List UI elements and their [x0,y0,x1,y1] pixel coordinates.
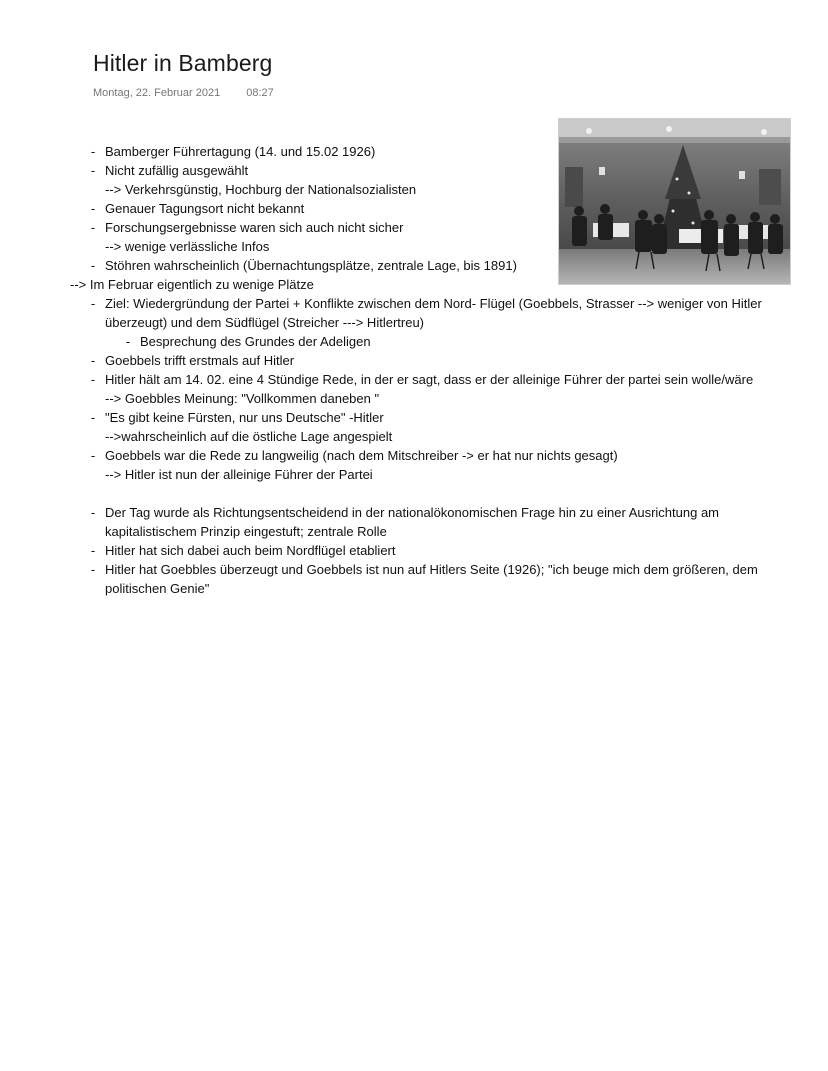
list-item-text: Goebbels trifft erstmals auf Hitler [105,353,295,368]
list-item-text: politischen Genie" [105,581,210,596]
list-item-text: Nicht zufällig ausgewählt [105,163,249,178]
list-item-text: Goebbels war die Rede zu langweilig (nach dem Mitschreiber -> er hat nur nichts gesagt) [105,448,618,463]
list-item-text: --> Goebbles Meinung: "Vollkommen daneben " [105,391,380,406]
list-item-text: Der Tag wurde als Richtungsentscheidend in der nationalökonomischen Frage hin zu einer Ausrichtung am [105,505,720,520]
list-item-text: Besprechung des Grundes der Adeligen [140,334,371,349]
page-time: 08:27 [246,87,274,99]
list-item-text: --> Im Februar eigentlich zu wenige Plätze [70,277,314,292]
list-item-text: "Es gibt keine Fürsten, nur uns Deutsche" -Hitler [105,410,384,425]
list-item-text: Hitler hält am 14. 02. eine 4 Stündige Rede, in der er sagt, dass er der alleinige Führer der partei sein wolle/wäre [105,372,754,387]
list-item-text: --> Hitler ist nun der alleinige Führer der Partei [105,467,373,482]
list-item-text: überzeugt) und dem Südflügel (Streicher ---> Hitlertreu) [105,315,425,330]
list-item-text: --> wenige verlässliche Infos [105,239,270,254]
page-date: Montag, 22. Februar 2021 [93,87,221,99]
historical-photo[interactable] [558,118,791,285]
list-item-text: --> Verkehrsgünstig, Hochburg der Nationalsozialisten [105,182,417,197]
list-item-text: Forschungsergebnisse waren sich auch nicht sicher [105,220,404,235]
list-item-text: Bamberger Führertagung (14. und 15.02 1926) [105,144,376,159]
photo-icon [559,119,790,284]
list-item-text: -->wahrscheinlich auf die östliche Lage angespielt [105,429,393,444]
page-title[interactable]: Hitler in Bamberg [93,50,273,76]
list-item-text: kapitalistischem Prinzip eingestuft; zentrale Rolle [105,524,387,539]
onenote-page: Hitler in Bamberg Montag, 22. Februar 2021 08:27 - Bamberger Führertagung (14. und 15.02 1926) - Nicht zufällig ausgewählt --> Verkehrsgünstig, Hochburg der Nationalsozialisten - Genauer Tagungsort nicht bekannt - Forschungsergebnisse waren sich auch nicht sicher --> wenige verlässliche Infos - Stöhren wahrscheinlich (Übernachtungsplätze, zentrale Lage, bis 1891) --> Im Februar eigentlich zu wenige Plätze - Ziel: Wiedergründung der Partei + Konflikte zwischen dem Nord- Flügel (Goebbels, Strasser --> weniger von Hitler überzeugt) und dem Südflügel (Streicher ---> Hitlertreu) - Besprechung des Grundes der Adeligen - Goebbels trifft erstmals auf Hitler - Hitler hält am 14. 02. eine 4 Stündige Rede, in der er sagt, dass er der alleinige Führer der partei sein wolle/wäre --> Goebbles Meinung: "Vollkommen daneben " - "Es gibt keine Fürsten, nur uns Deutsche" -Hitler -->wahrscheinlich auf die östliche Lage angespielt - Goebbels war die Rede zu langweilig (nach dem Mitschreiber -> er hat nur nichts gesagt) --> Hitler ist nun der alleinige Führer der Partei - Der Tag wurde als Richtungsentscheidend in der nationalökonomischen Frage hin zu einer Ausrichtung am kapitalistischem Prinzip eingestuft; zentrale Rolle - Hitler hat sich dabei auch beim Nordflügel etabliert - Hitler hat Goebbles überzeugt und Goebbels ist nun auf Hitlers Seite (1926); "ich beuge mich dem größeren, dem politischen Genie" [0,0,828,1071]
list-item-text: Ziel: Wiedergründung der Partei + Konflikte zwischen dem Nord- Flügel (Goebbels, Strasser --> weniger von Hitler [105,296,762,311]
list-item-text: Hitler hat Goebbles überzeugt und Goebbels ist nun auf Hitlers Seite (1926); "ich beuge mich dem größeren, dem [105,562,758,577]
page-metadata [93,87,274,99]
list-item-text: Genauer Tagungsort nicht bekannt [105,201,305,216]
list-item-text: Stöhren wahrscheinlich (Übernachtungsplätze, zentrale Lage, bis 1891) [105,258,517,273]
list-item-text: Hitler hat sich dabei auch beim Nordflügel etabliert [105,543,396,558]
